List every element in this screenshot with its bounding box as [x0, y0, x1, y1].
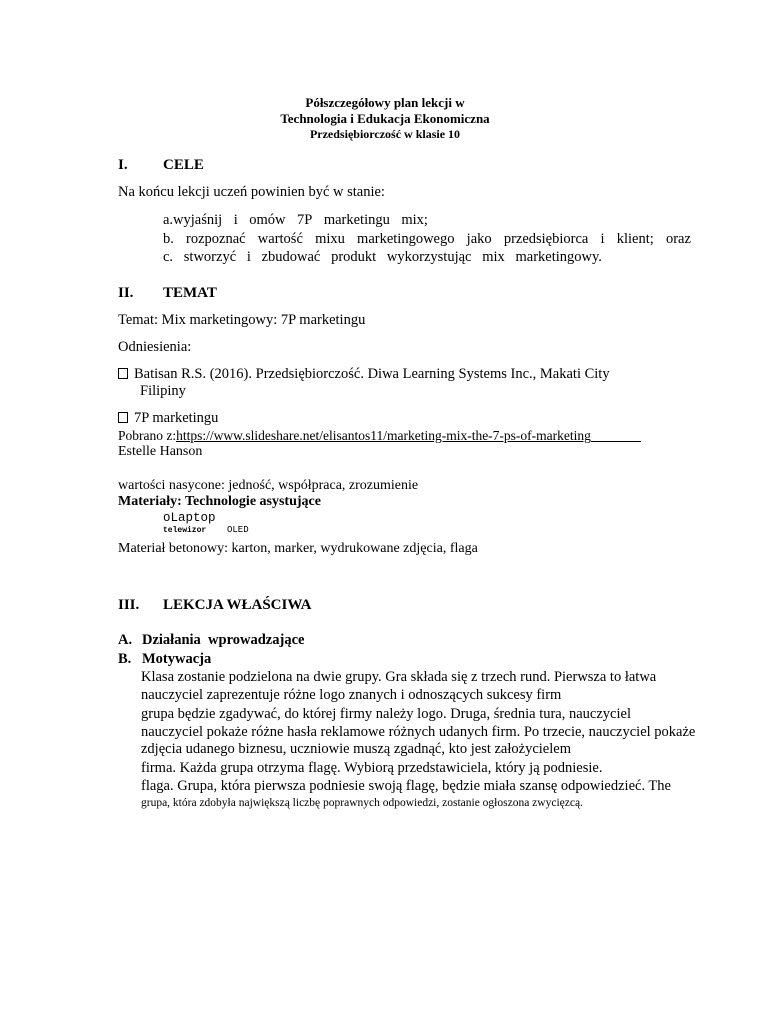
motivation-paragraph-line: Klasa zostanie podzielona na dwie grupy. Gra składa się z trzech rund. Pierwsza to łatwa	[141, 669, 657, 685]
section-1-number: I.	[118, 157, 128, 173]
objective-a: a.wyjaśnij i omów 7P marketingu mix;	[163, 212, 428, 228]
section-3-title: LEKCJA WŁAŚCIWA	[163, 597, 312, 613]
reference-1-continued: Filipiny	[140, 383, 186, 399]
document-title-line2: Technologia i Edukacja Ekonomiczna	[280, 111, 490, 126]
motivation-paragraph-line: nauczyciel zaprezentuje różne logo znanych i odnoszących sukcesy firm	[141, 687, 562, 703]
motivation-paragraph-line: nauczyciel pokaże różne hasła reklamowe różnych udanych firm. Po trzecie, nauczyciel pokaże	[141, 724, 696, 740]
motivation-paragraph-line: zdjęcia udanego biznesu, uczniowie muszą zgadnąć, kto jest założycielem	[141, 741, 571, 757]
material-item-tv: telewizor	[163, 526, 207, 535]
checkbox-bullet-icon	[118, 412, 128, 423]
reference-2-author: Estelle Hanson	[118, 444, 203, 459]
checkbox-bullet-icon	[118, 368, 128, 379]
materials-label: Materiały: Technologie asystujące	[118, 494, 321, 509]
objective-c: c. stworzyć i zbudować produkt wykorzystując mix marketingowy.	[163, 249, 602, 265]
material-item-oled: OLED	[227, 525, 249, 535]
concrete-materials-text: Materiał betonowy: karton, marker, wydrukowane zdjęcia, flaga	[118, 541, 478, 556]
topic-text: Temat: Mix marketingowy: 7P marketingu	[118, 312, 366, 328]
motivation-paragraph-line: firma. Każda grupa otrzyma flagę. Wybiorą przedstawiciela, który ją podniesie.	[141, 760, 603, 776]
references-label: Odniesienia:	[118, 339, 192, 355]
subsection-b-label: B.	[118, 651, 132, 667]
section-1-title: CELE	[163, 157, 204, 173]
values-text: wartości nasycone: jedność, współpraca, zrozumienie	[118, 478, 419, 493]
objectives-intro: Na końcu lekcji uczeń powinien być w stanie:	[118, 184, 385, 200]
reference-1: Batisan R.S. (2016). Przedsiębiorczość. Diwa Learning Systems Inc., Makati City	[118, 366, 610, 383]
motivation-paragraph-last-line: grupa, która zdobyła największą liczbę poprawnych odpowiedzi, zostanie ogłoszona zwycięzcą.	[141, 797, 583, 809]
reference-2-url-link[interactable]: https://www.slideshare.net/elisantos11/marketing-mix-the-7-ps-of-marketing	[176, 428, 591, 443]
section-2-number: II.	[118, 285, 134, 301]
material-item-laptop: oLaptop	[163, 511, 216, 525]
reference-2-title: 7P marketingu	[118, 410, 218, 427]
subsection-a-label: A.	[118, 632, 133, 648]
subsection-b-title: Motywacja	[142, 651, 212, 667]
motivation-paragraph-line: grupa będzie zgadywać, do której firmy należy logo. Druga, średnia tura, nauczyciel	[141, 706, 631, 722]
underline-divider	[591, 429, 641, 442]
reference-2-source: Pobrano z:https://www.slideshare.net/elisantos11/marketing-mix-the-7-ps-of-marketing	[118, 428, 641, 444]
objective-b: b. rozpoznać wartość mixu marketingowego jako przedsiębiorca i klient; oraz	[163, 231, 691, 247]
section-3-number: III.	[118, 597, 140, 613]
document-title-line1: Półszczegółowy plan lekcji w	[305, 95, 465, 110]
motivation-paragraph-line: flaga. Grupa, która pierwsza podniesie swoją flagę, będzie miała szansę odpowiedzieć. The	[141, 778, 671, 794]
section-2-title: TEMAT	[163, 285, 217, 301]
subsection-a-title: Działania wprowadzające	[142, 632, 305, 648]
document-title-line3: Przedsiębiorczość w klasie 10	[309, 127, 461, 141]
